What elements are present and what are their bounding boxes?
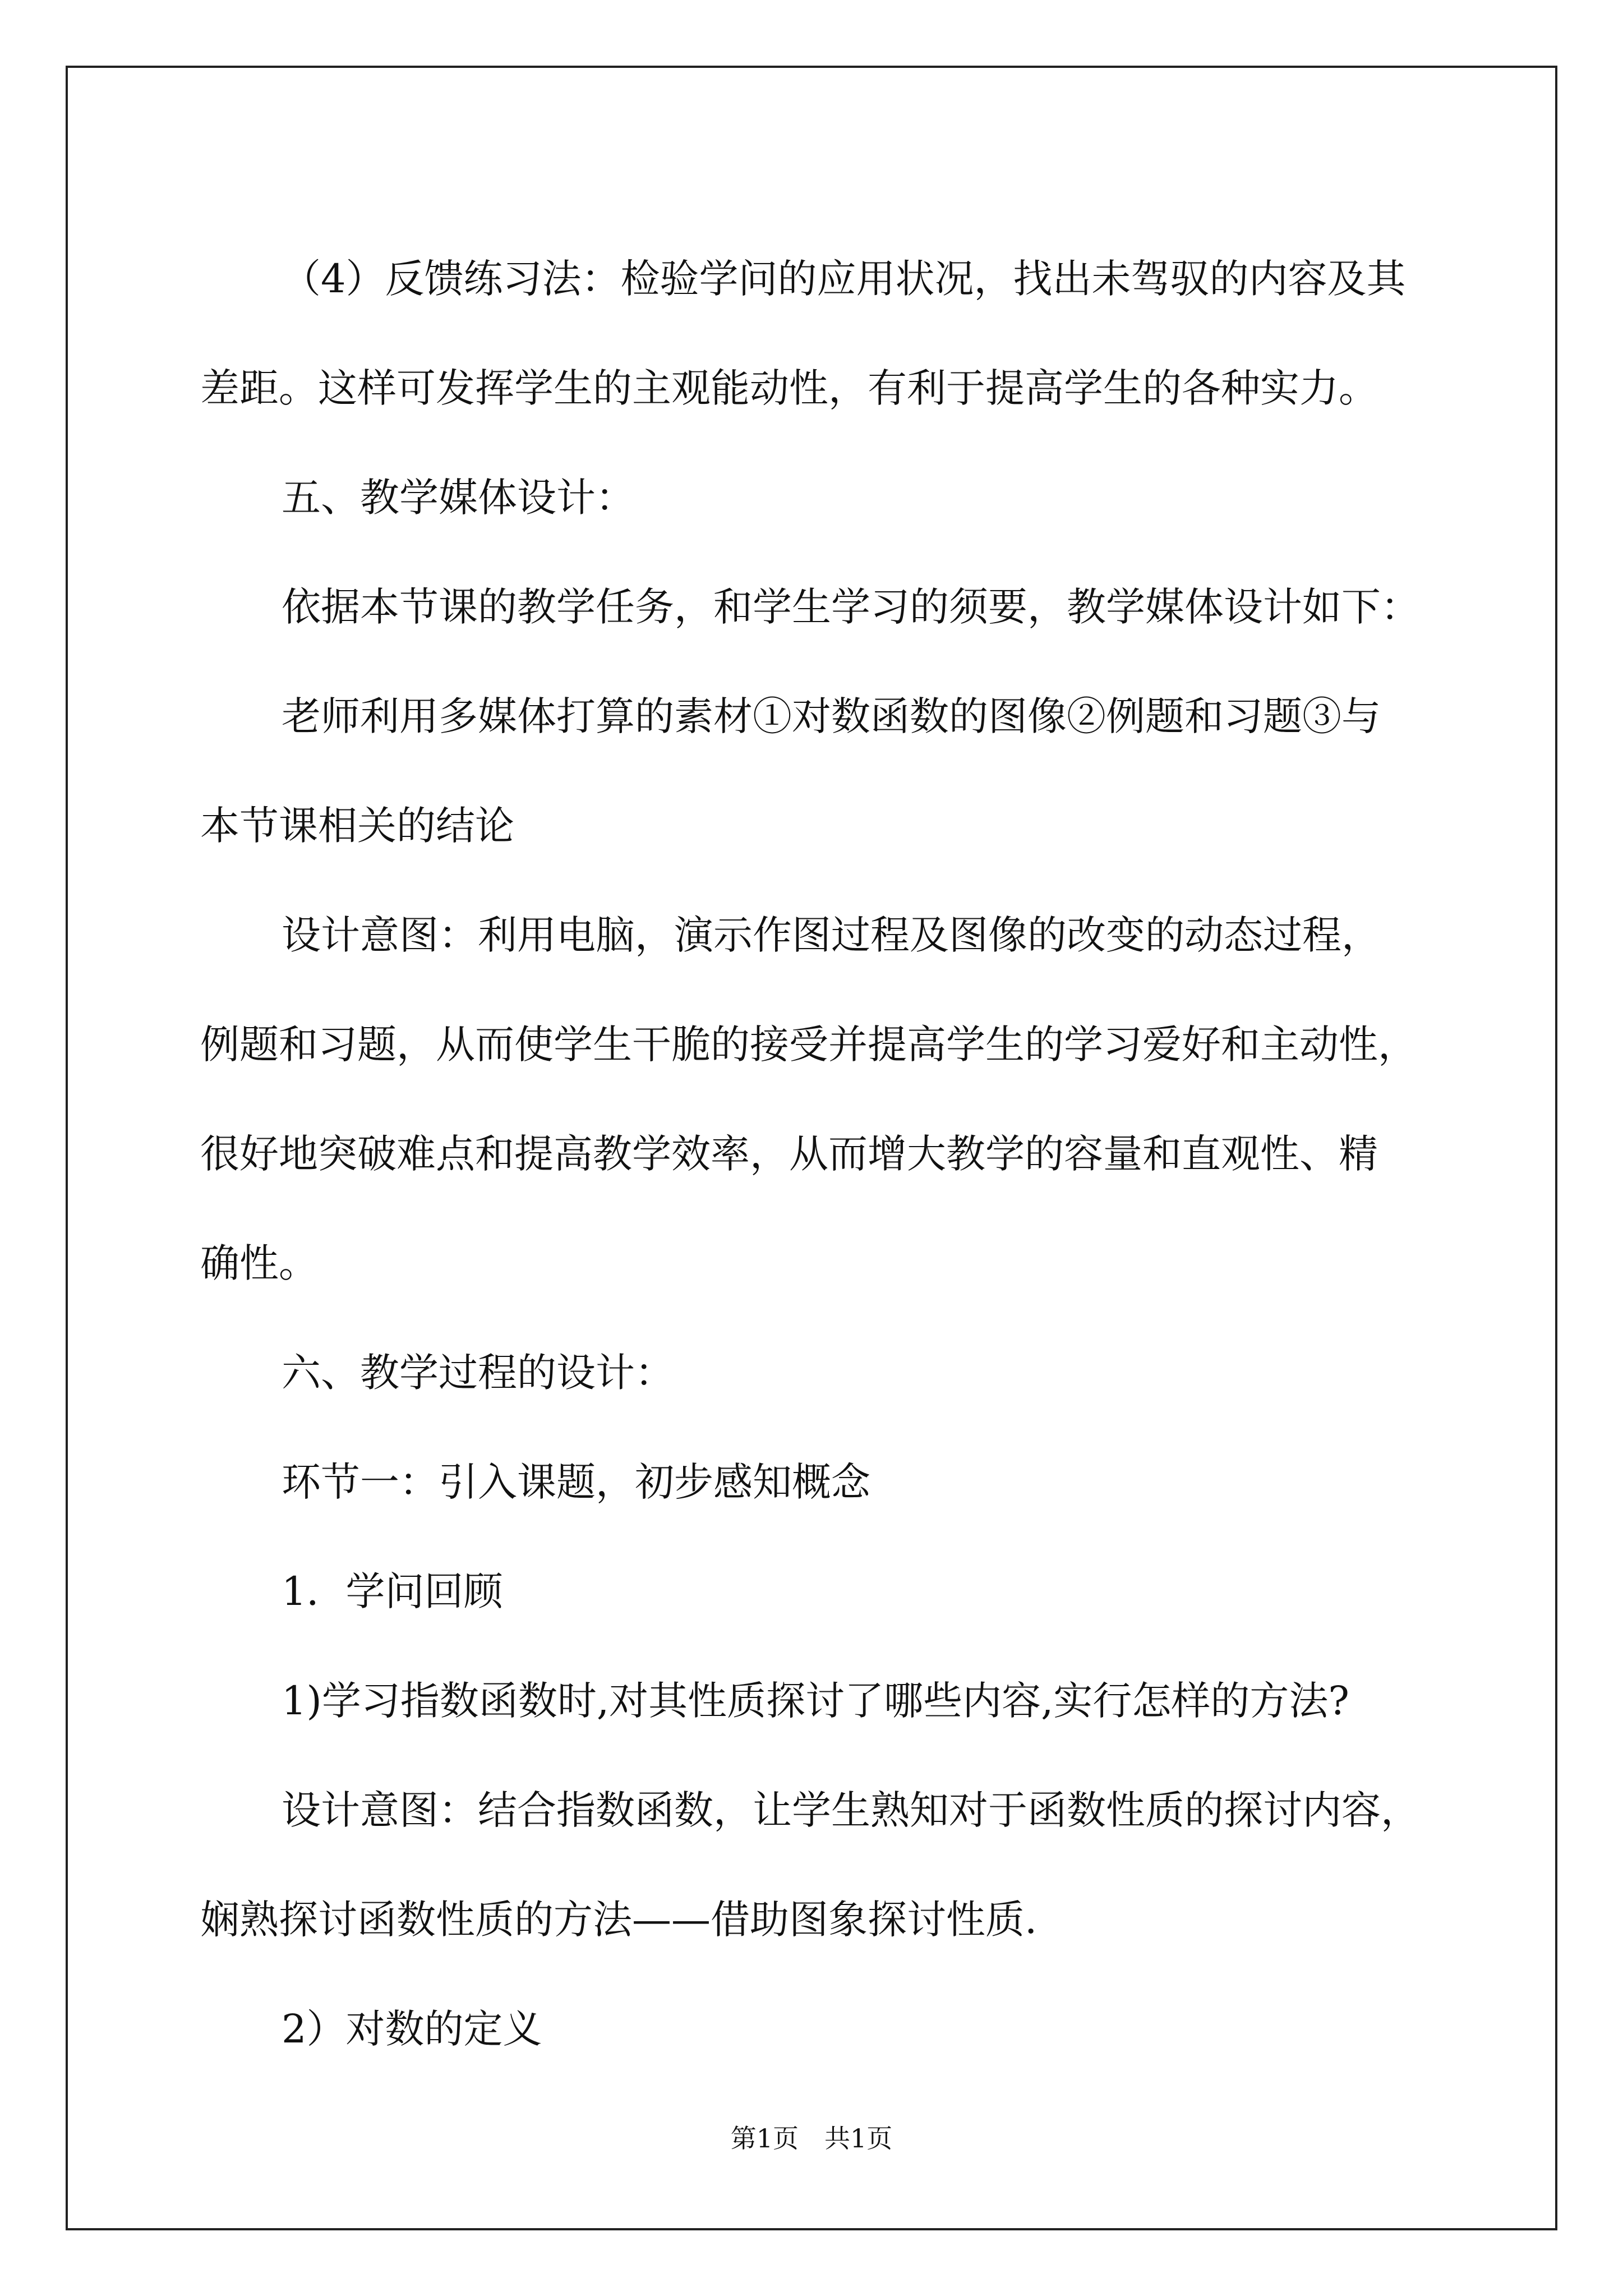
paragraph: 差距。这样可发挥学生的主观能动性，有利于提高学生的各种实力。 — [200, 365, 1378, 411]
paragraph: 老师利用多媒体打算的素材①对数函数的图像②例题和习题③与 — [282, 693, 1381, 739]
paragraph: 环节一：引入课题，初步感知概念 — [282, 1459, 870, 1505]
section-heading: 五、教学媒体设计： — [282, 475, 635, 521]
paragraph: 设计意图：结合指数函数，让学生熟知对于函数性质的探讨内容， — [282, 1787, 1420, 1833]
paragraph: 例题和习题，从而使学生干脆的接受并提高学生的学习爱好和主动性， — [200, 1022, 1417, 1068]
paragraph: 本节课相关的结论 — [200, 803, 514, 849]
paragraph: （4）反馈练习法：检验学问的应用状况，找出未驾驭的内容及其 — [282, 256, 1406, 302]
paragraph: 设计意图：利用电脑，演示作图过程及图像的改变的动态过程， — [282, 912, 1381, 958]
paragraph: 1)学习指数函数时,对其性质探讨了哪些内容,实行怎样的方法? — [282, 1678, 1349, 1724]
paragraph: 娴熟探讨函数性质的方法——借助图象探讨性质. — [200, 1897, 1038, 1943]
paragraph: 依据本节课的教学任务，和学生学习的须要，教学媒体设计如下： — [282, 584, 1420, 630]
paragraph: 2）对数的定义 — [282, 2006, 542, 2052]
section-heading: 六、教学过程的设计： — [282, 1350, 674, 1396]
paragraph: 1．学问回顾 — [282, 1568, 503, 1614]
page-number-footer: 第1页 共1页 — [730, 2123, 893, 2154]
paragraph: 很好地突破难点和提高教学效率，从而增大教学的容量和直观性、精 — [200, 1131, 1378, 1177]
paragraph: 确性。 — [200, 1240, 318, 1286]
document-body — [200, 224, 1423, 2084]
